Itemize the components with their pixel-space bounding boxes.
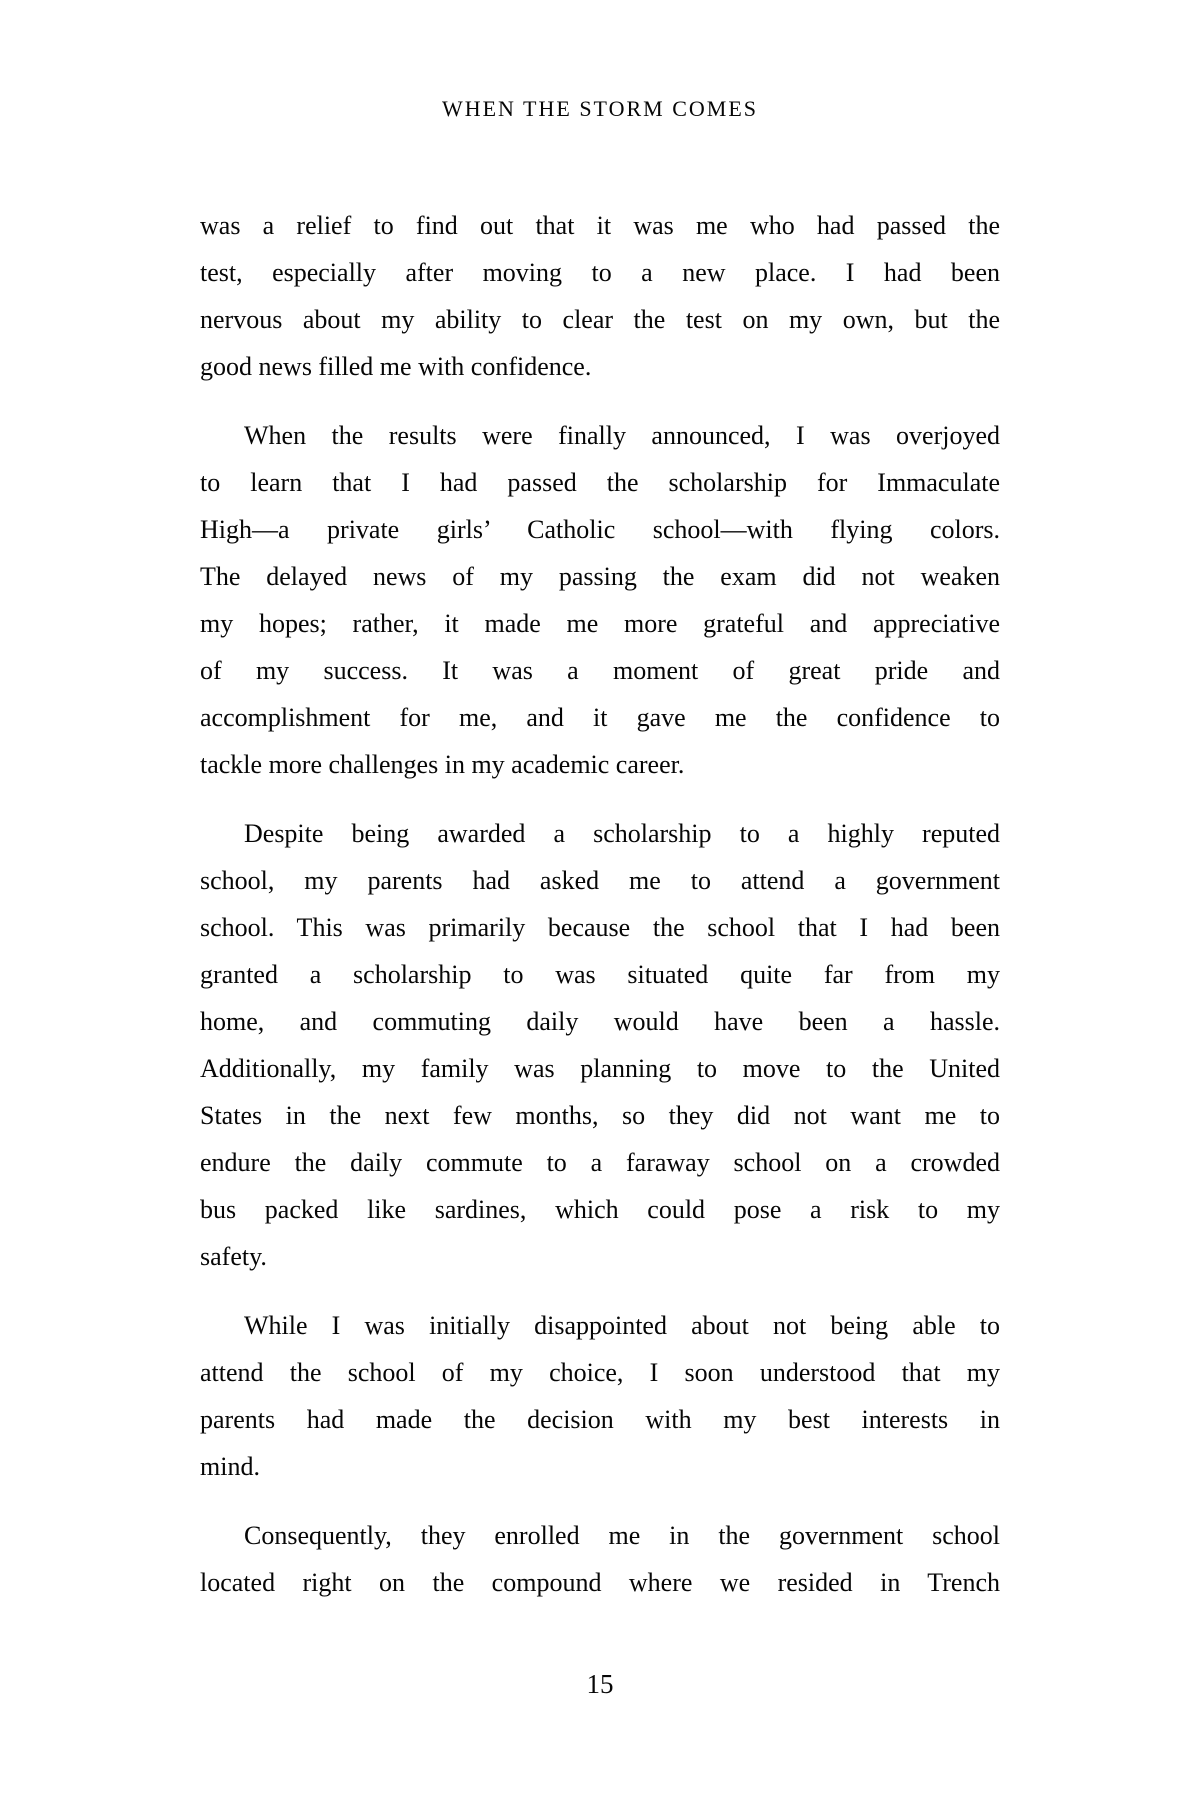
body-paragraph (200, 810, 1000, 1280)
text-line: was a relief to find out that it was me who had passed the (200, 211, 1000, 240)
body-paragraph (200, 202, 1000, 390)
text-line: accomplishment for me, and it gave me the confidence to (200, 703, 1000, 732)
body-paragraph (200, 1512, 1000, 1606)
text-line: mind. (200, 1452, 260, 1481)
page-body (200, 202, 1000, 1628)
text-line: school, my parents had asked me to attend a government (200, 866, 1000, 895)
text-line: test, especially after moving to a new place. I had been (200, 258, 1000, 287)
text-line: safety. (200, 1242, 267, 1271)
text-line: home, and commuting daily would have been a hassle. (200, 1007, 1000, 1036)
text-line: When the results were finally announced, I was overjoyed (244, 421, 1000, 450)
text-line: bus packed like sardines, which could pose a risk to my (200, 1195, 1000, 1224)
page-number: 15 (586, 1669, 614, 1699)
text-line: granted a scholarship to was situated quite far from my (200, 960, 1000, 989)
text-line: parents had made the decision with my best interests in (200, 1405, 1000, 1434)
text-line: tackle more challenges in my academic career. (200, 750, 685, 779)
text-line: school. This was primarily because the school that I had been (200, 913, 1000, 942)
text-line: While I was initially disappointed about not being able to (244, 1311, 1000, 1340)
text-line: to learn that I had passed the scholarship for Immaculate (200, 468, 1000, 497)
text-line: Additionally, my family was planning to move to the United (200, 1054, 1000, 1083)
text-line: Despite being awarded a scholarship to a highly reputed (244, 819, 1000, 848)
text-line: Consequently, they enrolled me in the government school (244, 1521, 1000, 1550)
text-line: of my success. It was a moment of great pride and (200, 656, 1000, 685)
text-line: my hopes; rather, it made me more grateful and appreciative (200, 609, 1000, 638)
text-line: located right on the compound where we resided in Trench (200, 1568, 1000, 1597)
text-line: attend the school of my choice, I soon understood that my (200, 1358, 1000, 1387)
body-paragraph (200, 1302, 1000, 1490)
text-line: The delayed news of my passing the exam did not weaken (200, 562, 1000, 591)
body-paragraph (200, 412, 1000, 788)
text-line: High—a private girls’ Catholic school—with flying colors. (200, 515, 1000, 544)
text-line: endure the daily commute to a faraway school on a crowded (200, 1148, 1000, 1177)
text-line: nervous about my ability to clear the test on my own, but the (200, 305, 1000, 334)
text-line: good news filled me with confidence. (200, 352, 592, 381)
text-line: States in the next few months, so they did not want me to (200, 1101, 1000, 1130)
running-header: WHEN THE STORM COMES (441, 96, 759, 121)
